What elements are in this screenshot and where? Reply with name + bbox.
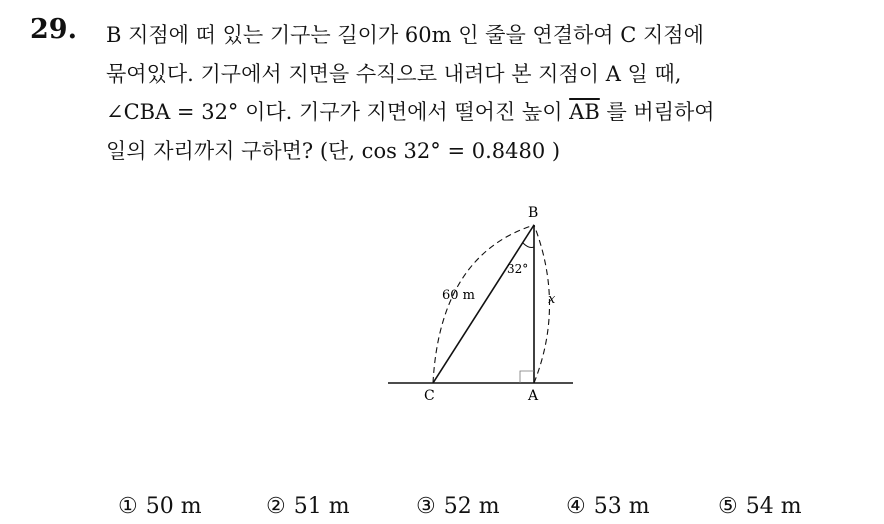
stem-line-3-tail: 를 버림하여	[599, 100, 715, 124]
stem-line-1: B 지점에 떠 있는 기구는 길이가 60m 인 줄을 연결하여 C 지점에	[106, 23, 704, 47]
choice-text: 51 m	[293, 494, 350, 519]
choice-5[interactable]	[718, 494, 802, 519]
label-angle: 32°	[507, 262, 529, 276]
stem-line-4: 일의 자리까지 구하면? (단, cos 32° = 0.8480 )	[106, 138, 561, 163]
label-rope: 60 m	[442, 288, 476, 303]
segment-ab: $\overline{AB}$	[569, 100, 600, 124]
choice-4[interactable]	[566, 494, 650, 519]
choice-number: ②	[266, 494, 286, 519]
choice-3[interactable]	[416, 494, 500, 519]
right-angle-mark	[520, 371, 534, 383]
stem-line-3	[106, 93, 866, 132]
stem-line-2: 묶여있다. 기구에서 지면을 수직으로 내려다 본 지점이 A 일 때,	[106, 61, 682, 86]
angle-arc	[523, 243, 534, 248]
choice-number: ④	[566, 494, 586, 519]
choice-number: ③	[416, 494, 436, 519]
choice-1[interactable]	[118, 494, 202, 519]
choice-text: 53 m	[593, 494, 650, 519]
choice-number: ①	[118, 494, 138, 519]
label-c: C	[424, 388, 435, 404]
question-number: 29.	[30, 14, 77, 45]
label-b: B	[528, 205, 539, 221]
choice-2[interactable]	[266, 494, 350, 519]
choice-text: 52 m	[443, 494, 500, 519]
choice-text: 54 m	[745, 494, 802, 519]
label-x: x	[548, 292, 556, 307]
label-a: A	[528, 388, 539, 404]
choice-number: ⑤	[718, 494, 738, 519]
balloon-figure	[380, 195, 580, 410]
question-stem	[106, 16, 866, 170]
answer-choices	[0, 494, 884, 524]
choice-text: 50 m	[145, 494, 202, 519]
rope-bc	[433, 225, 534, 383]
stem-line-3-head: ∠CBA = 32° 이다. 기구가 지면에서 떨어진 높이	[106, 100, 570, 124]
